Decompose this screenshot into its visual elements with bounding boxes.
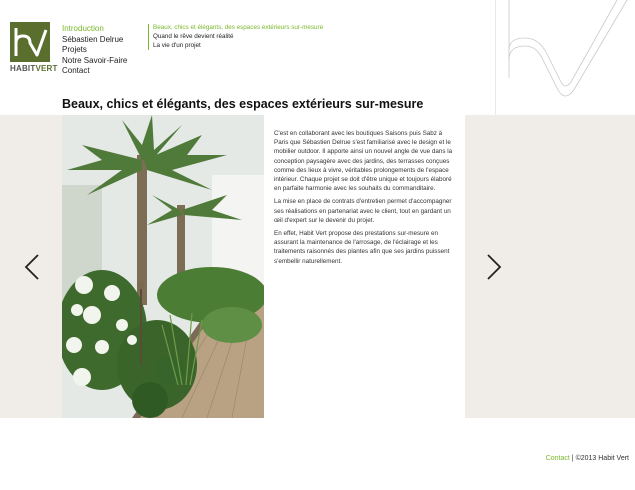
description-paragraph-3: En effet, Habit Vert propose des prestations sur-mesure en assurant la maintenance de l'arrosage, de l'éclairage et les traitements raisonnés des plantes afin que ses jardins puissent s'embellir naturellement. [274, 230, 450, 265]
page-title: Beaux, chics et élégants, des espaces extérieurs sur-mesure [62, 97, 424, 111]
logo-word-vert: VERT [35, 64, 58, 73]
subnav-item-reve[interactable]: Quand le rêve devient réalité [153, 32, 234, 40]
nav-item-sebastien-delrue[interactable]: Sébastien Delrue [62, 34, 124, 44]
chevron-left-icon[interactable] [22, 253, 42, 281]
nav-item-introduction[interactable]: Introduction [62, 24, 104, 33]
footer-contact-link[interactable]: Contact [545, 455, 570, 462]
nav-item-savoir-faire[interactable]: Notre Savoir-Faire [62, 55, 128, 65]
garden-photo-image [62, 115, 264, 418]
garden-photo [62, 115, 264, 418]
nav-item-contact[interactable]: Contact [62, 66, 90, 75]
habit-vert-logo[interactable] [10, 22, 58, 73]
sub-nav [148, 24, 323, 50]
background-hv-outline-icon [495, 0, 635, 118]
description-paragraph-2: La mise en place de contrats d'entretien permet d'accompagner ses réalisations en partenariat avec le client, tout en gardant un œil d'expert sur le devenir du projet. [274, 198, 452, 224]
subnav-item-vie-projet[interactable]: La vie d'un projet [153, 41, 201, 49]
description-paragraph-1: C'est en collaborant avec les boutiques Saisons puis Sabz à Paris que Sébastien Delrue s'est familiarisé avec le design et le mobilier outdoor. Il apporte ainsi un nouvel angle de vue dans la conception paysagère avec des jardins, des terrasses conçues comme des lieux à vivre, véritables prolongements de l'espace intérieur. Chaque projet se doit d'être unique et toujours élaboré en parfaite harmonie avec les souhaits du commanditaire. [274, 130, 453, 193]
description-panel [264, 115, 465, 418]
nav-item-projets[interactable]: Projets [62, 45, 87, 54]
main-nav [62, 24, 127, 77]
logo-mark [10, 22, 50, 62]
footer-separator: | [571, 455, 574, 462]
footer [546, 455, 629, 462]
logo-wordmark [10, 64, 58, 73]
footer-copyright: ©2013 Habit Vert [575, 455, 629, 462]
subnav-item-espaces[interactable]: Beaux, chics et élégants, des espaces extérieurs sur-mesure [153, 24, 324, 31]
logo-hv-glyph-icon [10, 22, 50, 62]
chevron-right-icon[interactable] [484, 253, 504, 281]
logo-word-habit: HABIT [10, 64, 36, 73]
